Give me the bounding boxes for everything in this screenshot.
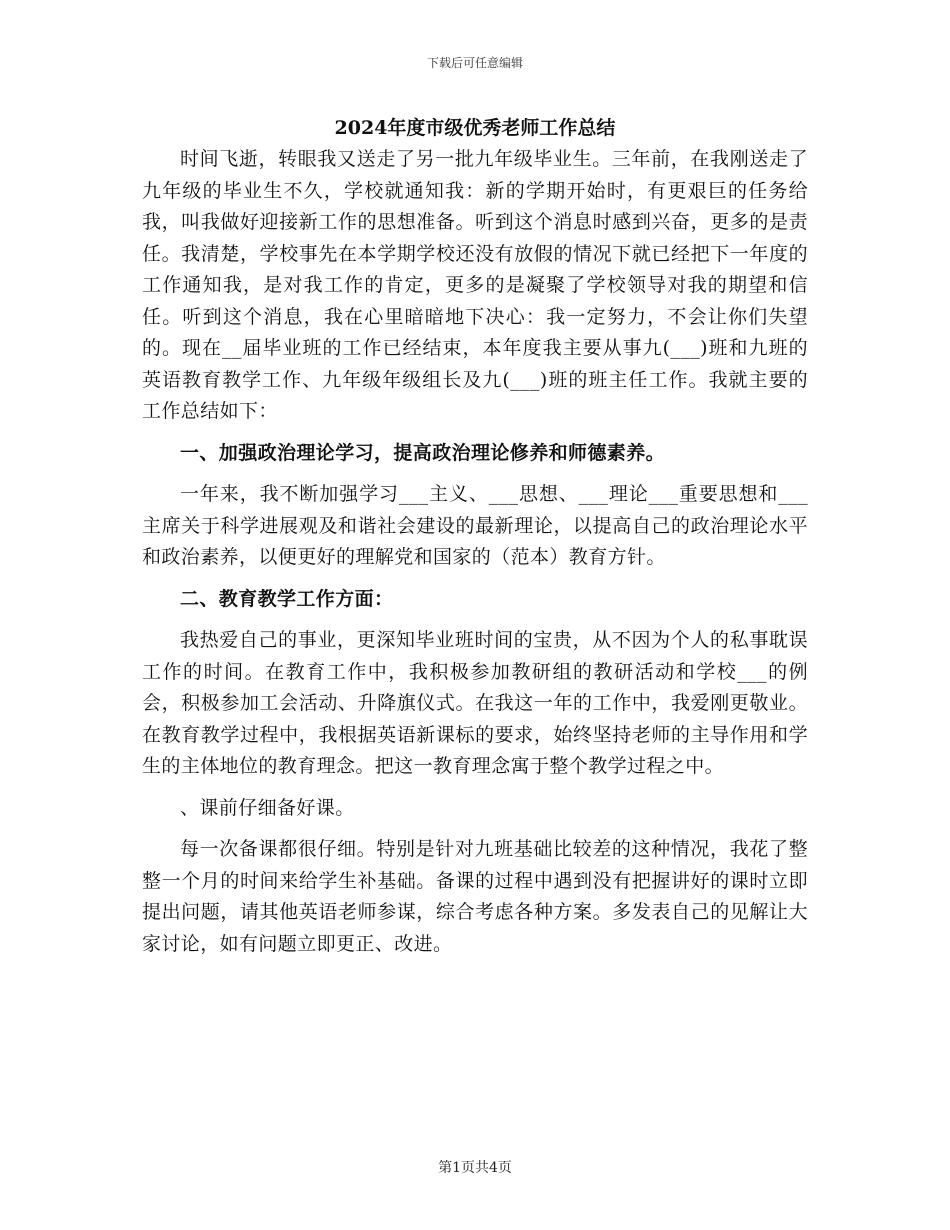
section-heading-2: 二、教育教学工作方面： xyxy=(180,587,394,610)
page-number-footer: 第1页共4页 xyxy=(438,1160,512,1176)
subsection-heading: 、课前仔细备好课。 xyxy=(180,796,355,819)
intro-paragraph: 时间飞逝，转眼我又送走了另一批九年级毕业生。三年前，在我刚送走了九年级的毕业生不久，学校就通知我：新的学期开始时，有更艰巨的任务给我，叫我做好迎接新工作的思想准备。听到这个消息时感到兴奋，更多的是责任。我清楚，学校事先在本学期学校还没有放假的情况下就已经把下一年度的工作通知我，是对我工作的肯定，更多的是凝聚了学校领导对我的期望和信任。听到这个消息，我在心里暗暗地下决心：我一定努力，不会让你们失望的。现在__届毕业班的工作已经结束，本年度我主要从事九(___)班和九班的英语教育教学工作、九年级年级组长及九(___)班的班主任工作。我就主要的工作总结如下： xyxy=(142,148,808,422)
document-title: 2024年度市级优秀老师工作总结 xyxy=(334,117,616,139)
section-heading-1: 一、加强政治理论学习，提高政治理论修养和师德素养。 xyxy=(180,441,666,464)
subsection-paragraph: 每一次备课都很仔细。特别是针对九班基础比较差的这种情况，我花了整整一个月的时间来给学生补基础。备课的过程中遇到没有把握讲好的课时立即提出问题，请其他英语老师参谋，综合考虑各种方案。多发表自己的见解让大家讨论，如有问题立即更正、改进。 xyxy=(142,838,808,955)
section-1-paragraph: 一年来，我不断加强学习___主义、___思想、___理论___重要思想和___主席关于科学进展观及和谐社会建设的最新理论，以提高自己的政治理论水平和政治素养，以便更好的理解党和国家的（范本）教育方针。 xyxy=(142,483,808,568)
document-body xyxy=(142,112,808,960)
section-2-paragraph: 我热爱自己的事业，更深知毕业班时间的宝贵，从不因为个人的私事耽误工作的时间。在教育工作中，我积极参加教研组的教研活动和学校___的例会，积极参加工会活动、升降旗仪式。在我这一年的工作中，我爱刚更敬业。在教育教学过程中，我根据英语新课标的要求，始终坚持老师的主导作用和学生的主体地位的教育理念。把这一教育理念寓于整个教学过程之中。 xyxy=(142,629,808,777)
header-note: 下载后可任意编辑 xyxy=(426,56,523,70)
